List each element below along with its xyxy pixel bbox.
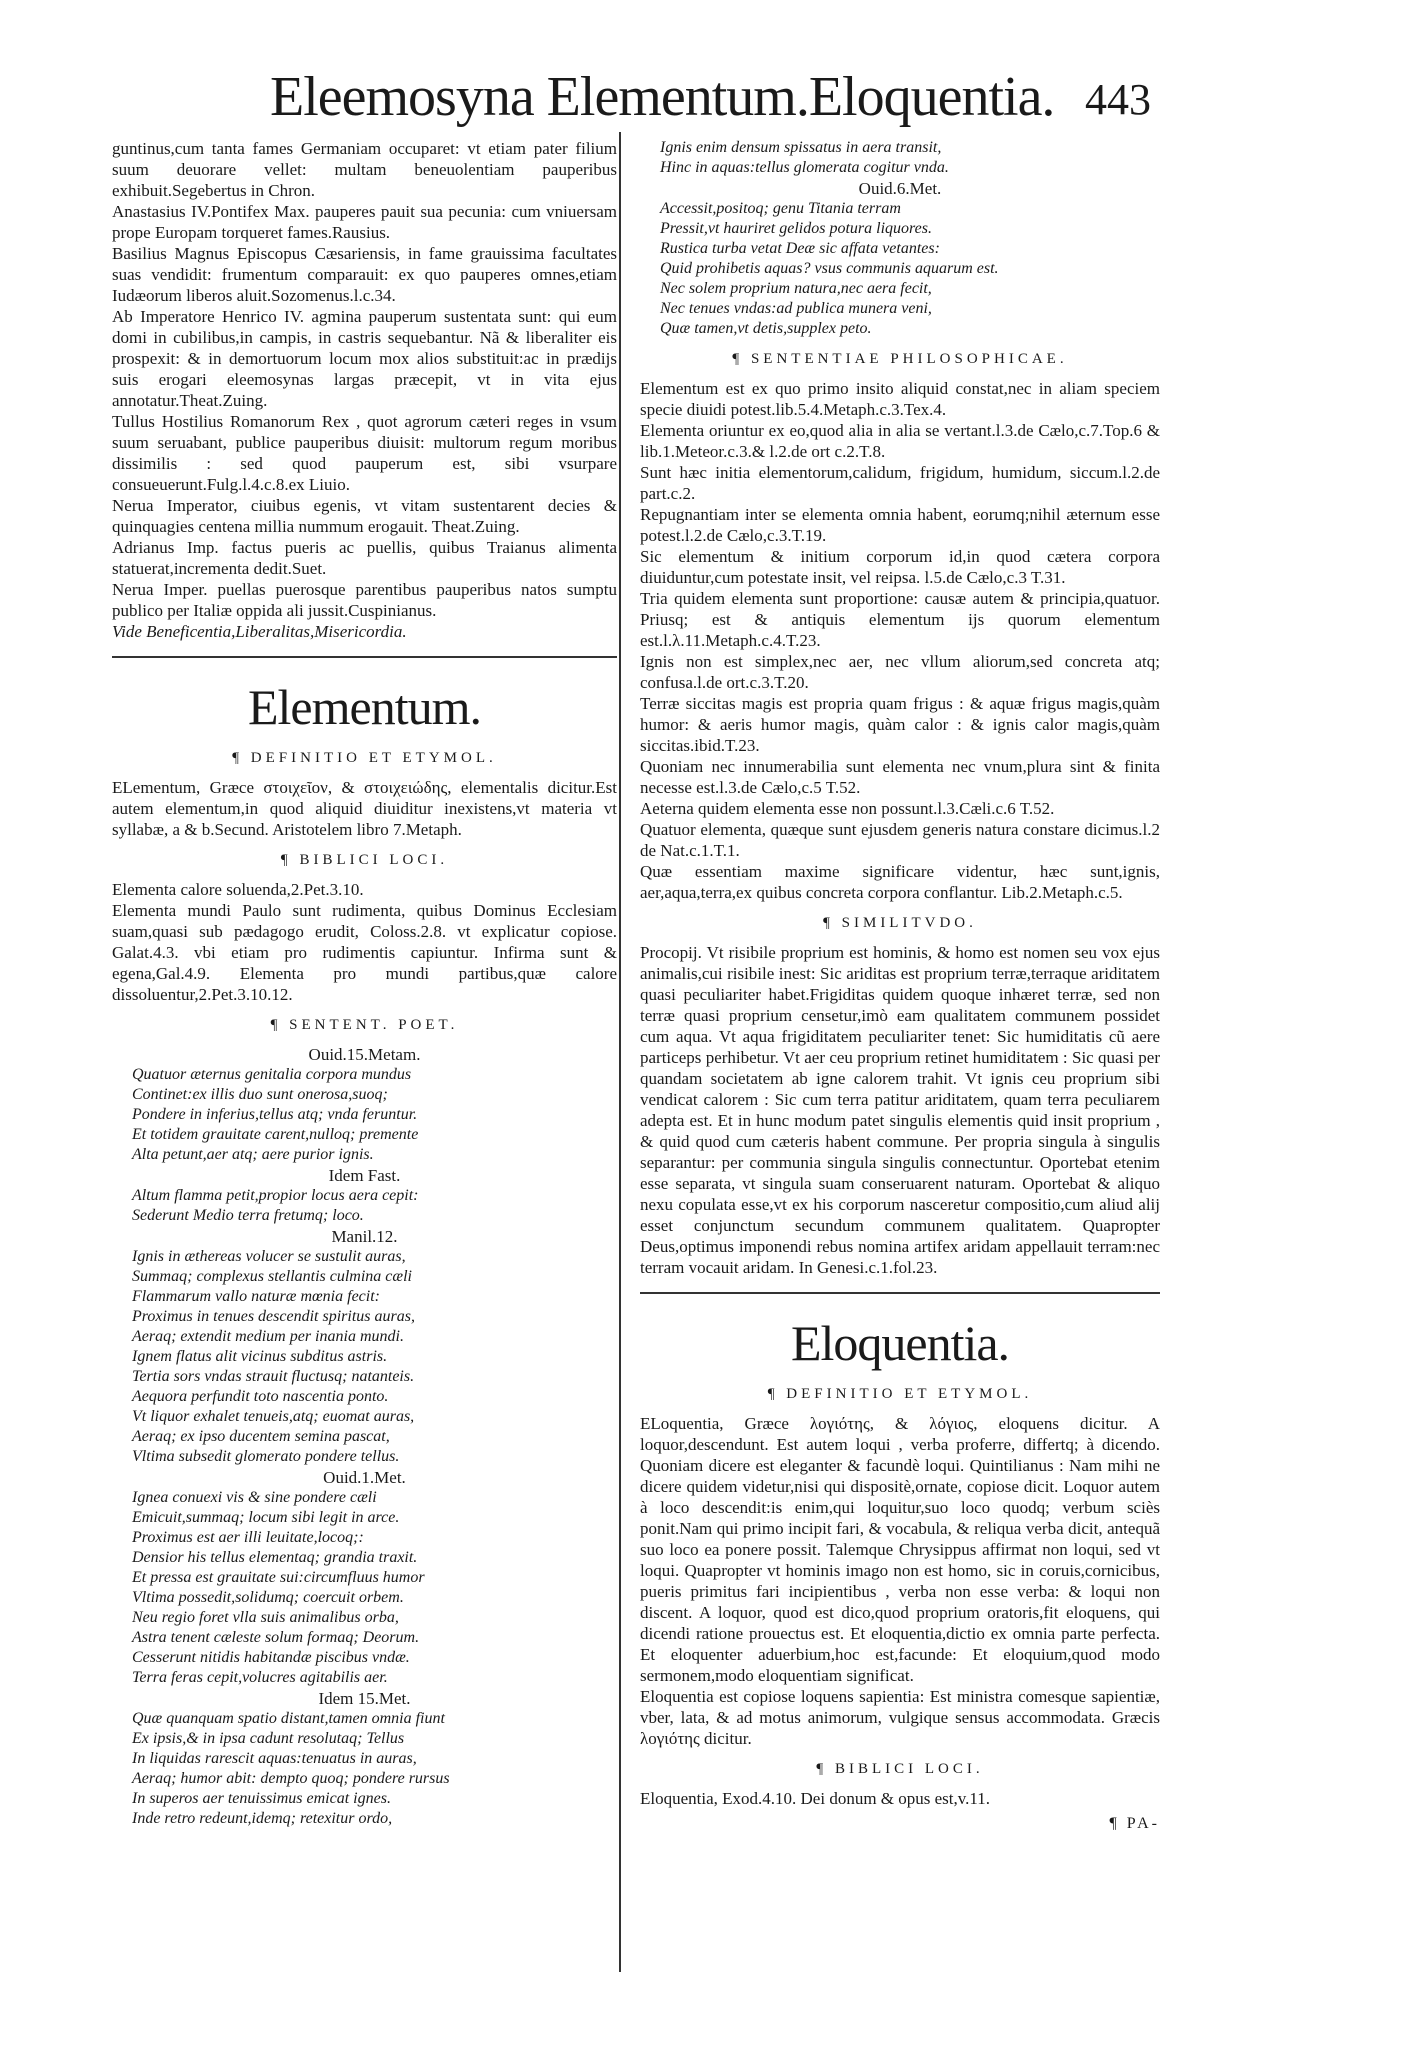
similitudo-text: Procopij. Vt risibile proprium est hominis, & homo est nomen seu vox ejus animalis,cui risibile inest: Sic ariditas est proprium terræ,terraque ariditatem quasi peculiariter habet.Frigiditas quidem quoque inhæret terræ, sed non terræ quasi proprium censetur,imò eam qualitatem communem possidet cum aqua. Vt aqua frigiditatem peculiariter tenet: Sic humiditatis cũ aere particeps perhibetur. Vt aer ceu proprium retinet humiditatem : Sic quasi per quandam societatem ab igne calorem trahit. Vt ignis ceu proprium sibi vendicat calorem : Sic cum terra patitur ariditatem, quam terra peculiarem adepta est. Et in hunc modum patet singulis elementis quid insit proprium , & quid quod cum cæteris habent commune. Per propria singula à singulis separantur: per communia singula singulis connectuntur. Oportebat etenim esse separata, vt singula suam conseruarent naturam. Oportebat & aliquo nexu copulata esse,vt ex his corporum nasceretur compositio,cum aliud alij esset conjunctum secundum communem qualitatem. Quapropter Deus,optimus imponendi rebus nomina artifex aridam appellauit terram:nec terram vocauit aridam. In Genesi.c.1.fol.23. [640, 943, 1160, 1277]
page-number: 443 [1085, 75, 1151, 124]
paragraph: Sic elementum & initium corporum id,in quod cætera corpora diuiduntur,cum potestate insit, vel reipsa. l.5.de Cælo,c.3 T.31. [640, 547, 1160, 587]
paragraph: Elementa mundi Paulo sunt rudimenta, quibus Dominus Ecclesiam suam,quasi sub pædagogo erudit, Coloss.2.8. vt explicatur copiose. Galat.4.3. vbi etiam pro rudimentis capiuntur. Infirma sunt & egena,Gal.4.9. Elementa pro mundi partibus,quæ calore dissoluentur,2.Pet.3.10.12. [112, 901, 617, 1004]
verse-line: Tertia sors vndas strauit fluctusq; natanteis. [132, 1368, 415, 1385]
verse-line: Emicuit,summaq; locum sibi legit in arce. [132, 1509, 400, 1526]
section-heading: ¶ SENTENT. POET. [270, 1017, 459, 1033]
section-heading: ¶ DEFINITIO ET ETYMOL. [232, 750, 497, 766]
verse-line: Vltima possedit,solidumq; coercuit orbem. [132, 1589, 404, 1606]
section-heading: ¶ SIMILITVDO. [823, 915, 977, 931]
poet-group [112, 1165, 617, 1226]
paragraph: Eloquentia, Exod.4.10. Dei donum & opus est,v.11. [640, 1789, 991, 1808]
verse-line: Aeraq; humor abit: dempto quoq; pondere rursus [132, 1770, 450, 1787]
verse-line: Continet:ex illis duo sunt onerosa,suoq; [132, 1086, 388, 1103]
paragraph: Eloquentia est copiose loquens sapientia: Est ministra comesque sapientiæ, vber, lata, & ad motus animorum, vulgique sensus accommodata. Græcis λογιότης dicitur. [640, 1687, 1160, 1748]
verse-line: Aeraq; extendit medium per inania mundi. [132, 1328, 404, 1345]
verse-line: Summaq; complexus stellantis culmina cæli [132, 1268, 412, 1285]
paragraph: Nerua Imperator, ciuibus egenis, vt vitam sustentarent decies & quinquagies centena millia nummum erogauit. Theat.Zuing. [112, 496, 617, 536]
section-rule [640, 1292, 1160, 1294]
verse-line: Aequora perfundit toto nascentia ponto. [132, 1388, 389, 1405]
paragraph: Quæ essentiam maxime significare videntur, hæc sunt,ignis, aer,aqua,terra,ex quibus concreta corpora conflantur. Lib.2.Metaph.c.5. [640, 862, 1160, 902]
verse-line: Rustica turba vetat Deæ sic affata vetantes: [660, 240, 940, 257]
paragraph: Ignis non est simplex,nec aer, nec vllum aliorum,sed concreta atq; confusa.l.de ort.c.3.T.20. [640, 652, 1160, 692]
verse-line: Aeraq; ex ipso ducentem semina pascat, [132, 1428, 390, 1445]
definition-text: ELementum, Græce στοιχεῖον, & στοιχειώδης, elementalis dicitur.Est autem elementum,in quod aliquid diuiditur inexistens,vt materia vt syllabæ, a & b.Secund. Aristotelem libro 7.Metaph. [112, 778, 617, 839]
verse-source: Idem Fast. [328, 1166, 401, 1185]
verse-source: Idem 15.Met. [318, 1689, 411, 1708]
verse-source: Ouid.15.Metam. [308, 1045, 421, 1064]
verse-line: Cesserunt nitidis habitandæ piscibus vndæ. [132, 1649, 410, 1666]
paragraph: Elementa calore soluenda,2.Pet.3.10. [112, 880, 364, 899]
verse-line: Densior his tellus elementaq; grandia traxit. [132, 1549, 418, 1566]
verse-line: Neu regio foret vlla suis animalibus orba, [132, 1609, 399, 1626]
section-heading: ¶ SENTENTIAE PHILOSOPHICAE. [732, 351, 1068, 367]
verse-line: Ignis in æthereas volucer se sustulit auras, [132, 1248, 406, 1265]
poet-group [112, 1467, 617, 1688]
paragraph: Elementa oriuntur ex eo,quod alia in alia se vertant.l.3.de Cælo,c.7.Top.6 & lib.1.Meteor.c.3.& l.2.de ort c.2.T.8. [640, 421, 1160, 461]
verse-source: Ouid.1.Met. [323, 1468, 406, 1487]
verse-line: Hinc in aquas:tellus glomerata cogitur vnda. [660, 159, 949, 176]
verse-line: Alta petunt,aer atq; aere purior ignis. [132, 1146, 374, 1163]
eleemosyna-continuation [112, 138, 617, 642]
verse-line: Et pressa est grauitate sui:circumfluus humor [132, 1569, 425, 1586]
section-rule [112, 656, 617, 658]
verse-line: Proximus in tenues descendit spiritus auras, [132, 1308, 415, 1325]
verse-line: Vt liquor exhalet tenueis,atq; euomat auras, [132, 1408, 415, 1425]
paragraph: Quoniam nec innumerabilia sunt elementa nec vnum,plura sint & finita necesse est.l.3.de Cælo,c.5 T.52. [640, 757, 1160, 797]
paragraph: Tria quidem elementa sunt proportione: causæ autem & principia,quatuor. Priusq; est & antiquis elementum ijs quorum elementum est.l.λ.11.Metaph.c.4.T.23. [640, 589, 1160, 650]
verse-source: Manil.12. [331, 1227, 398, 1246]
verse-line: Quæ quanquam spatio distant,tamen omnia fiunt [132, 1710, 445, 1727]
running-title: Eleemosyna Elementum.Eloquentia. [270, 66, 1055, 128]
paragraph: Terræ siccitas magis est propria quam frigus : & aquæ frigus magis,quàm humor: & aeris humor magis, quàm calor : & ignis calor magis,quàm siccitas.ibid.T.23. [640, 694, 1160, 755]
verse-line: Nec tenues vndas:ad publica munera veni, [660, 300, 932, 317]
verse-line: Terra feras cepit,volucres agitabilis aer. [132, 1669, 388, 1686]
paragraph: Tullus Hostilius Romanorum Rex , quot agrorum cæteri reges in vsum suum seruabant, publice pauperibus diuisit: multorum regum moribus dissimilis : sed quod pauperum est, sibi vsurpare consueuerunt.Fulg.l.4.c.8.ex Liuio. [112, 412, 617, 494]
verse-line: Inde retro redeunt,idemq; retexitur ordo, [132, 1810, 393, 1827]
paragraph: Basilius Magnus Episcopus Cæsariensis, in fame grauissima facultates suas vendidit: frumentum comparauit: ex quo pauperes omnes,etiam Iudæorum liberos aluit.Sozomenus.l.c.34. [112, 244, 617, 305]
verse-line: Altum flamma petit,propior locus aera cepit: [132, 1187, 419, 1204]
verse-line: Ignis enim densum spissatus in aera transit, [660, 139, 942, 156]
section-heading: ¶ BIBLICI LOCI. [280, 852, 449, 868]
column-divider [619, 132, 621, 1972]
verse-line: Et totidem grauitate carent,nulloq; premente [132, 1126, 419, 1143]
verse-line: Quatuor æternus genitalia corpora mundus [132, 1066, 412, 1083]
paragraph: Anastasius IV.Pontifex Max. pauperes pauit sua pecunia: cum vniuersam prope Europam torqueret fames.Rausius. [112, 202, 617, 242]
verse-line: Flammarum vallo naturæ mœnia fecit: [132, 1288, 380, 1305]
paragraph: Aeterna quidem elementa esse non possunt.l.3.Cæli.c.6 T.52. [640, 799, 1055, 818]
paragraph: Repugnantiam inter se elementa omnia habent, eorumq;nihil æternum esse potest.l.2.de Cælo,c.3.T.19. [640, 505, 1160, 545]
paragraph: Quatuor elementa, quæque sunt ejusdem generis natura constare dicimus.l.2 de Nat.c.1.T.1. [640, 820, 1160, 860]
verse-line: Ex ipsis,& in ipsa cadunt resolutaq; Tellus [132, 1730, 405, 1747]
verse-line: Proximus est aer illi leuitate,locoq;: [132, 1529, 364, 1546]
paragraph: guntinus,cum tanta fames Germaniam occuparet: vt etiam pater filium suum deuorare vellet: multam beneuolentiam pauperibus exhibuit.Segebertus in Chron. [112, 139, 617, 200]
poet-group [112, 1226, 617, 1467]
right-column [640, 138, 1160, 1834]
left-column [112, 138, 617, 1829]
section-heading: ¶ BIBLICI LOCI. [816, 1761, 984, 1777]
verse-line: Ignea conuexi vis & sine pondere cæli [132, 1489, 377, 1506]
verse-line: Pressit,vt hauriret gelidos potura liquores. [660, 220, 932, 237]
paragraph: Ab Imperatore Henrico IV. agmina pauperum sustentata sunt: qui eum domi in cubilibus,in campis, in castris sequebantur. Nã & liberaliter eis prospexit: & in demortuorum locum mox alios substituit:ac in prædijs suis erogari eleemosynas largas præcepit, vt in vita ejus annotatur.Theat.Zuing. [112, 307, 617, 410]
poet-group [112, 1044, 617, 1165]
poet-group [112, 1688, 617, 1829]
paragraph: Nerua Imper. puellas puerosque parentibus pauperibus natos sumptu publico per Italiæ oppida ali jussit.Cuspinianus. [112, 580, 617, 620]
paragraph: Elementum est ex quo primo insito aliquid constat,nec in aliam speciem specie diuidi potest.lib.5.4.Metaph.c.3.Tex.4. [640, 379, 1160, 419]
verse-line: Vltima subsedit glomerato pondere tellus. [132, 1448, 400, 1465]
verse-line: Nec solem proprium natura,nec aera fecit, [660, 280, 932, 297]
verse-line: Pondere in inferius,tellus atq; vnda feruntur. [132, 1106, 418, 1123]
verse-line: In superos aer tenuissimus emicat ignes. [132, 1790, 391, 1807]
verse-line: Accessit,positoq; genu Titania terram [660, 200, 901, 217]
heading-elementum: Elementum. [248, 679, 481, 735]
verse-line: Quæ tamen,vt detis,supplex peto. [660, 320, 872, 337]
verse-line: Sederunt Medio terra fretumq; loco. [132, 1207, 364, 1224]
verse-line: Quid prohibetis aquas? vsus communis aquarum est. [660, 260, 999, 277]
definition-text: ELoquentia, Græce λογιότης, & λόγιος, eloquens dicitur. A loquor,descendunt. Est autem loqui , verba proferre, differtq; à dicendo. Quoniam dicere est eleganter & facundè loqui. Quintilianus : Nam mihi ne dicere quidem videtur,nisi qui dispositè,ornate, copiose dicit. Loquor autem à loco descendit:is enim,qui loquitur,suo loco quodq; verbum sciès ponit.Nam qui primo incipit fari, & vocabula, & reliqua verba dicit, antequã suo loco ea ponere possit. Talemque Chrysippus affirmat non loqui, sed vt loqui. Quapropter vt hominis imago non est homo, sic in coruis,cornicibus, pueris primitus fari incipientibus , verba non esse verba: & loqui non discent. A loquor, quod est dico,quod proprium oratoris,fit eloquens, qui dicendi ratione prouectus est. Et eloquentia,dictio ex omnia parte perfecta. Et eloquenter aduerbium,hoc est,facunde: Et eloquium,quod modo sermonem,modo eloquentiam significat. [640, 1414, 1160, 1685]
verse-source: Ouid.6.Met. [858, 179, 942, 198]
heading-eloquentia: Eloquentia. [790, 1315, 1010, 1371]
paragraph: Adrianus Imp. factus pueris ac puellis, quibus Traianus alimenta statuerat,incrementa dedit.Suet. [112, 538, 617, 578]
verse-line: Ignem flatus alit vicinus subditus astris. [132, 1348, 388, 1365]
page-header [270, 62, 1170, 132]
cross-reference: Vide Beneficentia,Liberalitas,Misericordia. [112, 622, 407, 641]
paragraph: Sunt hæc initia elementorum,calidum, frigidum, humidum, siccum.l.2.de part.c.2. [640, 463, 1160, 503]
catchword: ¶ PA- [1109, 1815, 1160, 1832]
section-heading: ¶ DEFINITIO ET ETYMOL. [767, 1386, 1033, 1402]
verse-line: In liquidas rarescit aquas:tenuatus in auras, [132, 1750, 417, 1767]
verse-line: Astra tenent cæleste solum formaq; Deorum. [132, 1629, 420, 1646]
